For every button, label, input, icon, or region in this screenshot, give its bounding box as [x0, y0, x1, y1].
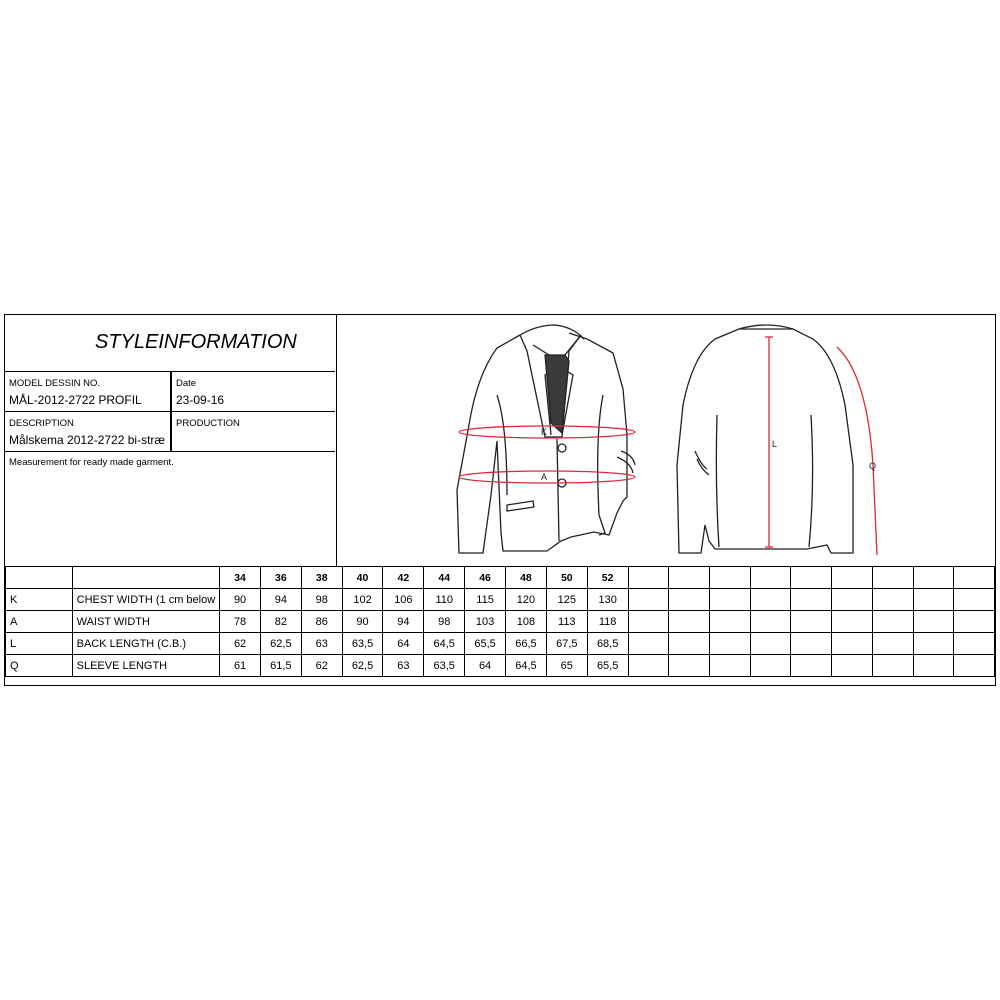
measure-value-cell: 62 — [220, 633, 261, 655]
measure-value-cell — [872, 633, 913, 655]
table-row — [6, 633, 995, 655]
model-label: MODEL DESSIN NO. — [9, 378, 100, 389]
measure-value-cell — [832, 611, 873, 633]
measure-value-cell: 62 — [301, 655, 342, 677]
measure-value-cell — [832, 589, 873, 611]
size-header-cell: 40 — [342, 567, 383, 589]
measure-value-cell — [709, 655, 750, 677]
divider — [170, 372, 172, 412]
measure-value-cell — [750, 633, 791, 655]
measure-value-cell — [913, 589, 954, 611]
measure-value-cell — [669, 655, 710, 677]
measure-value-cell: 62,5 — [260, 633, 301, 655]
measure-value-cell: 113 — [546, 611, 587, 633]
date-label: Date — [176, 378, 197, 389]
measurement-marks — [459, 337, 877, 555]
measure-value-cell — [669, 589, 710, 611]
measure-value-cell — [913, 655, 954, 677]
measure-value-cell: 86 — [301, 611, 342, 633]
measure-value-cell — [954, 633, 995, 655]
table-row — [6, 611, 995, 633]
size-header-cell — [750, 567, 791, 589]
description-value: Målskema 2012-2722 bi-stræ — [9, 433, 166, 447]
style-sheet — [4, 314, 996, 686]
date-value: 23-09-16 — [176, 393, 225, 407]
measure-value-cell — [628, 589, 669, 611]
production-label: PRODUCTION — [176, 418, 240, 429]
measure-value-cell — [750, 589, 791, 611]
measure-value-cell — [628, 611, 669, 633]
waist-label: A — [541, 472, 548, 482]
page-title: STYLEINFORMATION — [95, 331, 297, 353]
measure-name-cell: SLEEVE LENGTH — [72, 655, 220, 677]
measure-value-cell: 66,5 — [506, 633, 547, 655]
size-header-cell: 48 — [506, 567, 547, 589]
size-header-cell: 44 — [424, 567, 465, 589]
measure-value-cell: 67,5 — [546, 633, 587, 655]
measure-value-cell: 94 — [260, 589, 301, 611]
measure-value-cell: 90 — [220, 589, 261, 611]
measure-code-cell: A — [6, 611, 73, 633]
measure-value-cell — [913, 611, 954, 633]
jacket-lining — [545, 355, 569, 433]
size-header-cell — [791, 567, 832, 589]
measure-value-cell — [954, 589, 995, 611]
measure-value-cell — [872, 611, 913, 633]
measurement-note: Measurement for ready made garment. — [9, 457, 174, 468]
size-header-cell — [954, 567, 995, 589]
title-box — [5, 315, 335, 372]
measure-value-cell — [913, 633, 954, 655]
style-info-panel — [5, 315, 337, 567]
measure-value-cell: 64,5 — [424, 633, 465, 655]
size-header-cell — [628, 567, 669, 589]
measure-value-cell: 108 — [506, 611, 547, 633]
measure-code-cell: L — [6, 633, 73, 655]
size-header-cell: 50 — [546, 567, 587, 589]
measure-name-cell: WAIST WIDTH — [72, 611, 220, 633]
measure-value-cell — [750, 611, 791, 633]
measure-value-cell — [832, 655, 873, 677]
technical-drawing — [337, 315, 995, 567]
measure-value-cell: 63,5 — [342, 633, 383, 655]
description-row — [5, 412, 335, 452]
measure-value-cell: 94 — [383, 611, 424, 633]
size-header-cell: 46 — [465, 567, 506, 589]
table-row — [6, 655, 995, 677]
measure-value-cell: 115 — [465, 589, 506, 611]
measure-value-cell: 65,5 — [587, 655, 628, 677]
measure-value-cell: 120 — [506, 589, 547, 611]
model-value: MÅL-2012-2722 PROFIL — [9, 393, 142, 407]
measure-value-cell: 82 — [260, 611, 301, 633]
measure-value-cell: 98 — [301, 589, 342, 611]
measure-value-cell — [750, 655, 791, 677]
measure-value-cell: 64 — [383, 633, 424, 655]
size-header-cell — [832, 567, 873, 589]
sleeve-length-label: Q — [869, 461, 877, 471]
measure-value-cell: 102 — [342, 589, 383, 611]
measure-value-cell: 63 — [383, 655, 424, 677]
measure-value-cell — [628, 655, 669, 677]
measure-value-cell: 62,5 — [342, 655, 383, 677]
measure-value-cell — [709, 633, 750, 655]
table-row — [6, 589, 995, 611]
measure-value-cell — [669, 633, 710, 655]
measure-value-cell: 65,5 — [465, 633, 506, 655]
size-table — [5, 566, 995, 677]
measure-value-cell: 103 — [465, 611, 506, 633]
measure-code-cell: Q — [6, 655, 73, 677]
measure-value-cell: 110 — [424, 589, 465, 611]
size-header-cell — [913, 567, 954, 589]
measure-value-cell: 64 — [465, 655, 506, 677]
measure-code-cell: K — [6, 589, 73, 611]
size-header-cell: 34 — [220, 567, 261, 589]
measure-value-cell: 118 — [587, 611, 628, 633]
jacket-back-outline — [677, 325, 853, 553]
size-header-cell — [669, 567, 710, 589]
chest-label: K — [541, 427, 548, 437]
measure-value-cell — [872, 589, 913, 611]
size-header-cell: 36 — [260, 567, 301, 589]
measure-value-cell — [954, 611, 995, 633]
measure-value-cell — [832, 633, 873, 655]
measure-value-cell — [791, 633, 832, 655]
measure-value-cell: 61 — [220, 655, 261, 677]
measure-value-cell: 90 — [342, 611, 383, 633]
size-header-cell: 38 — [301, 567, 342, 589]
measure-value-cell: 98 — [424, 611, 465, 633]
measure-value-cell — [872, 655, 913, 677]
divider — [170, 412, 172, 452]
measure-value-cell: 65 — [546, 655, 587, 677]
measure-value-cell: 125 — [546, 589, 587, 611]
measure-value-cell — [709, 611, 750, 633]
back-length-label: L — [772, 439, 778, 449]
size-header-row — [6, 567, 995, 589]
measure-value-cell — [791, 655, 832, 677]
size-header-cell: 52 — [587, 567, 628, 589]
measure-value-cell: 130 — [587, 589, 628, 611]
sleeve-length-line — [837, 347, 877, 555]
measure-value-cell: 106 — [383, 589, 424, 611]
size-header-cell — [709, 567, 750, 589]
code-header-cell — [6, 567, 73, 589]
measure-value-cell — [669, 611, 710, 633]
measure-name-cell: CHEST WIDTH (1 cm below — [72, 589, 220, 611]
measure-value-cell — [628, 633, 669, 655]
measure-value-cell: 61,5 — [260, 655, 301, 677]
measure-value-cell: 78 — [220, 611, 261, 633]
measure-value-cell — [954, 655, 995, 677]
measure-value-cell — [791, 611, 832, 633]
measure-value-cell: 64,5 — [506, 655, 547, 677]
size-header-cell: 42 — [383, 567, 424, 589]
measure-value-cell: 63,5 — [424, 655, 465, 677]
measure-value-cell — [709, 589, 750, 611]
jacket-sketch — [337, 315, 995, 567]
description-label: DESCRIPTION — [9, 418, 74, 429]
measure-value-cell: 63 — [301, 633, 342, 655]
name-header-cell — [72, 567, 220, 589]
measure-name-cell: BACK LENGTH (C.B.) — [72, 633, 220, 655]
size-header-cell — [872, 567, 913, 589]
measure-value-cell — [791, 589, 832, 611]
model-row — [5, 372, 335, 412]
measure-value-cell: 68,5 — [587, 633, 628, 655]
